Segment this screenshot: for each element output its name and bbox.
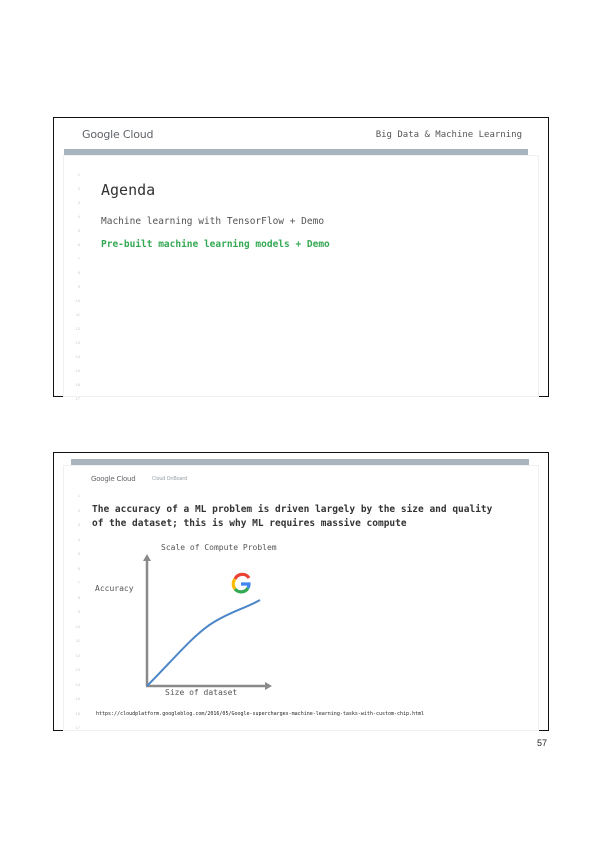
line-number: 7 (77, 256, 80, 261)
line-number: 8 (77, 594, 80, 600)
line-number: 2 (77, 186, 80, 191)
agenda-item-prebuilt-models: Pre-built machine learning models + Demo (101, 239, 330, 250)
line-number: 8 (77, 270, 80, 275)
line-number: 3 (77, 200, 80, 205)
line-number: 17 (75, 725, 80, 730)
slide-tagline: Big Data & Machine Learning (375, 130, 522, 140)
y-axis-arrow (143, 554, 151, 561)
line-number: 12 (75, 652, 80, 658)
agenda-item-tensorflow: Machine learning with TensorFlow + Demo (101, 216, 325, 227)
header-bar (64, 149, 528, 156)
line-number: 4 (77, 536, 80, 542)
google-cloud-logo: Google Cloud (82, 128, 154, 141)
headline-line-1: The accuracy of a ML problem is driven largely by the size and quality (92, 504, 493, 515)
line-number: 14 (75, 681, 80, 687)
slide-ml-accuracy (53, 452, 549, 731)
line-number: 14 (75, 354, 80, 359)
line-number: 13 (75, 340, 80, 345)
y-axis-label: Accuracy (95, 584, 134, 593)
line-number: 5 (77, 228, 80, 233)
line-number: 4 (77, 214, 80, 219)
accuracy-chart (134, 554, 274, 694)
accuracy-curve (147, 600, 260, 686)
line-number: 2 (77, 507, 80, 513)
line-number: 9 (77, 609, 80, 614)
google-cloud-logo: Google Cloud (91, 475, 136, 483)
page-number: 57 (536, 738, 547, 748)
headline-line-2: of the dataset; this is why ML requires massive compute (92, 518, 407, 529)
line-number: 17 (75, 396, 80, 401)
line-number: 9 (77, 284, 80, 289)
line-number: 10 (75, 623, 80, 629)
line-number: 1 (77, 172, 80, 177)
line-number: 3 (77, 522, 80, 527)
chart-title: Scale of Compute Problem (161, 543, 277, 552)
x-axis-label: Size of dataset (165, 688, 238, 697)
line-number: 15 (75, 368, 80, 373)
slide-agenda (53, 117, 549, 401)
cloud-onboard-label: Cloud OnBoard (152, 476, 188, 482)
line-number: 11 (75, 638, 80, 643)
line-number: 5 (77, 551, 80, 556)
google-g-icon (233, 574, 249, 592)
header-bar (71, 459, 529, 466)
line-number: 1 (77, 493, 80, 498)
line-number: 7 (77, 580, 80, 585)
line-number: 10 (75, 298, 80, 303)
page-title: Agenda (101, 181, 156, 199)
slide-paper (64, 466, 538, 730)
x-axis-arrow (265, 682, 272, 690)
slide-paper (64, 156, 538, 401)
line-number: 6 (77, 565, 80, 571)
line-number: 12 (75, 326, 80, 331)
line-number: 6 (77, 242, 80, 247)
line-number: 11 (75, 312, 80, 317)
line-number: 13 (75, 667, 80, 672)
line-number: 16 (75, 382, 80, 387)
line-number: 16 (75, 710, 80, 716)
source-url[interactable]: https://cloudplatform.googleblog.com/2016/05/Google-supercharges-machine-learning-tasks-with-custom-chip.html (96, 711, 425, 717)
line-number: 15 (75, 696, 80, 701)
